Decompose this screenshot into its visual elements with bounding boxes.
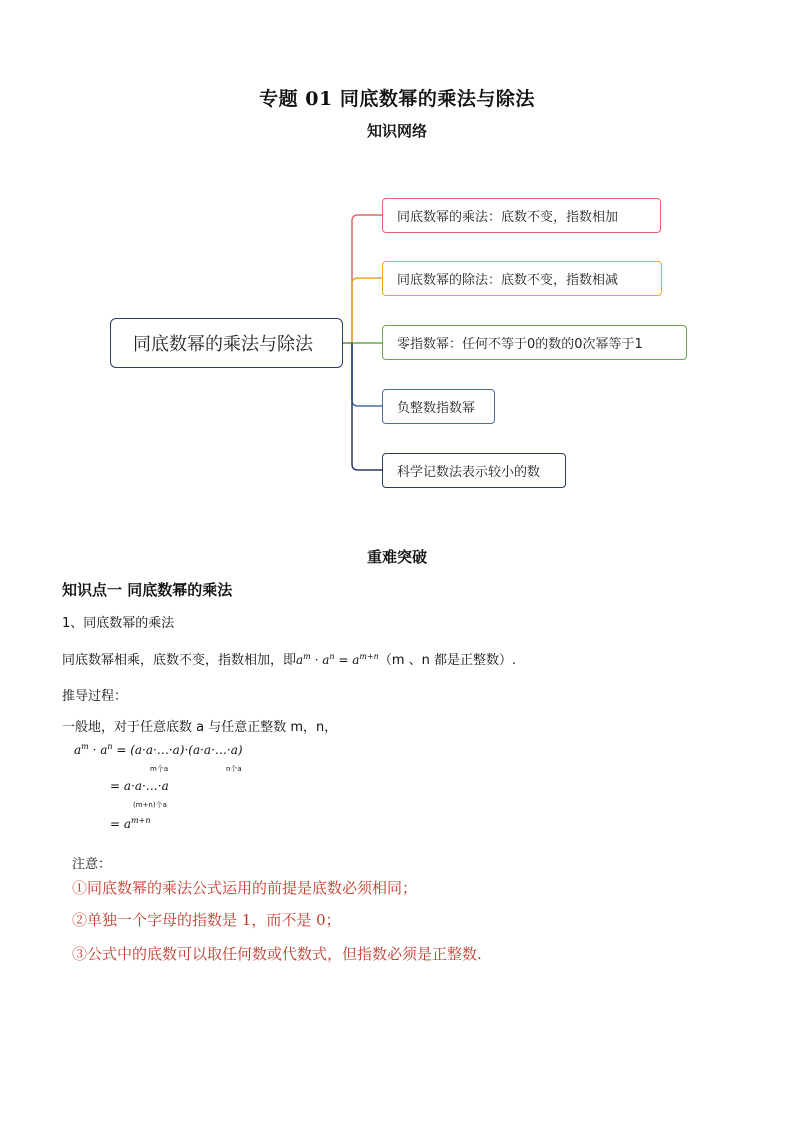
rule-suffix: （m 、n 都是正整数）. [378,653,517,668]
mindmap-branch-division: 同底数幂的除法：底数不变，指数相减 [382,261,662,296]
note-1: ①同底数幂的乘法公式运用的前提是底数必须相同； [72,879,418,897]
knowledge-point-title: 知识点一 同底数幂的乘法 [62,581,233,599]
mindmap-branch-negative-exponent: 负整数指数幂 [382,389,495,424]
note-2: ②单独一个字母的指数是 1，而不是 0； [72,911,341,929]
section-heading: 重难突破 [366,548,427,566]
mindmap-branch-multiplication: 同底数幂的乘法：底数不变，指数相加 [382,198,661,233]
derivation-line-3: = $a^{m+n}$ [110,816,151,831]
rule-formula: $a^m \cdot a^n = a^{m+n}$ [296,652,379,667]
rule-statement [62,649,516,668]
derivation-intro: 一般地，对于任意底数 a 与任意正整数 m，n， [62,720,338,735]
underbrace-n-count: n个a [226,765,242,773]
derivation-line-2: = a·a·…·a [110,779,169,793]
mindmap-branch-scientific-notation: 科学记数法表示较小的数 [382,453,566,488]
derivation-label: 推导过程： [62,689,128,704]
mindmap-root: 同底数幂的乘法与除法 [110,318,343,368]
mindmap-branch-zero-exponent: 零指数幂：任何不等于0的数的0次幂等于1 [382,325,687,360]
underbrace-m-count: m个a [150,765,169,773]
underbrace-mn-count: (m+n)个a [133,801,167,809]
page-title: 专题 01 同底数幂的乘法与除法 [259,88,535,110]
rule-prefix: 同底数幂相乘，底数不变，指数相加，即 [62,653,297,668]
mindmap-connectors [0,0,794,520]
derivation-line-1: $a^m \cdot a^n$ = (a·a·…·a)·(a·a·…·a) [74,742,243,757]
note-3: ③公式中的底数可以取任何数或代数式，但指数必须是正整数. [72,945,482,963]
item-title: 1、同底数幂的乘法 [62,616,175,631]
section-subtitle-knowledge-network: 知识网络 [366,122,427,140]
connector-4 [352,343,382,406]
note-title: 注意： [72,857,112,872]
connector-2 [352,278,382,343]
connector-1 [343,215,382,343]
